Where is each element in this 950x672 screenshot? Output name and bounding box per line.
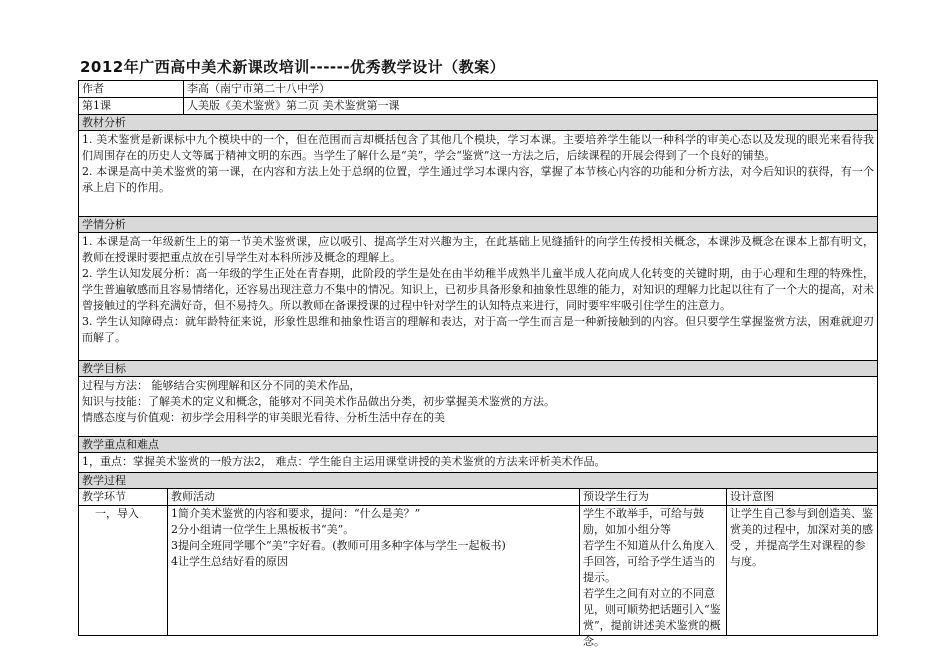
goal-knowledge: 知识与技能：了解美术的定义和概念，能够对不同美术作品做出分类，初步掌握美术鉴赏的方法。 xyxy=(82,395,555,408)
lesson-value: 人美版《美术鉴赏》第二页 美术鉴赏第一课 xyxy=(183,98,403,114)
process-column-headers xyxy=(79,488,877,505)
student-behavior xyxy=(579,506,726,648)
material-paragraph-2: 2. 本课是高中美术鉴赏的第一课，在内容和方法上处于总纲的位置，学生通过学习本课内容，掌握了本节核心内容的功能和分析方法，对今后知识的获得，有一个承上启下的作用。 xyxy=(82,165,874,194)
focus-line: 1，重点：掌握美术鉴赏的一般方法2， 难点：学生能自主运用课堂讲授的美术鉴赏的方法来评析美术作品。 xyxy=(82,455,606,468)
student-behavior-item: 若学生之间有对立的不同意见，则可顺势把话题引入“鉴赏”，提前讲述美术鉴赏的概念。 xyxy=(583,587,721,648)
teacher-step: 4让学生总结好看的原因 xyxy=(171,555,288,568)
student-behavior-item: 学生不敢举手，可给与鼓励，如加小组分等 xyxy=(583,507,704,536)
page-title: 2012年广西高中美术新课改培训------优秀教学设计（教案） xyxy=(80,58,506,76)
material-paragraph-1: 1. 美术鉴赏是新课标中九个模块中的一个，但在范围而言却概括包含了其他几个模块，学习本课。主要培养学生能以一种科学的审美心态以及发现的眼光来看待我们周围存在的历史人文等属于精神文明的东西。当学生了解什么是“美”，学会“鉴赏”这一方法之后，后续课程的开展会得到了一个良好的铺垫。 xyxy=(82,133,874,162)
goal-process: 过程与方法： 能够结合实例理解和区分不同的美术作品， xyxy=(82,379,361,392)
process-row-intro xyxy=(79,505,877,648)
students-section xyxy=(79,232,877,360)
author-value: 李高（南宁市第二十八中学） xyxy=(183,81,333,97)
lesson-row xyxy=(79,97,877,114)
author-label: 作者 xyxy=(82,82,104,95)
focus-heading: 教学重点和难点 xyxy=(79,436,877,452)
stage-label: 一，导入 xyxy=(95,507,139,520)
teacher-step: 1简介美术鉴赏的内容和要求，提问：“什么是美？” xyxy=(171,507,421,520)
teacher-step: 2分小组请一位学生上黑板板书“美”。 xyxy=(171,523,355,536)
students-paragraph-1: 1. 本课是高一年级新生上的第一节美术鉴赏课，应以吸引、提高学生对兴趣为主，在此基础上见缝插针的向学生传授相关概念，本课涉及概念在课本上都有明文，教师在授课时要把重点放在引导学生对本科所涉及概念的理解上。 xyxy=(82,235,874,264)
design-intent: 让学生自己参与到创造美、鉴赏美的过程中，加深对美的感受 ，并提高学生对课程的参与度。 xyxy=(726,506,877,635)
students-paragraph-2: 2. 学生认知发展分析：高一年级的学生正处在青春期，此阶段的学生是处在由半幼稚半成熟半儿童半成人花向成人化转变的关键时期，由于心理和生理的特殊性，学生普遍敏感而且容易情绪化，还容易出现注意力不集中的情况。知识上，已初步具备形象和抽象性思维的能力，对知识的理解力比起以往有了一个大的提高，对未曾接触过的学科充满好奇，但不易持久。所以教师在备课授课的过程中针对学生的认知特点来进行，同时要牢牢吸引住学生的注意力。 xyxy=(82,267,874,312)
lesson-label: 第1课 xyxy=(82,99,111,112)
material-section xyxy=(79,130,877,216)
focus-section xyxy=(79,452,877,472)
column-teacher: 教师活动 xyxy=(167,489,579,505)
teacher-activities xyxy=(167,506,579,635)
goals-heading: 教学目标 xyxy=(79,360,877,376)
process-heading: 教学过程 xyxy=(79,472,877,488)
author-row xyxy=(79,81,877,97)
column-stage: 教学环节 xyxy=(82,490,126,503)
column-intent: 设计意图 xyxy=(726,489,877,505)
student-behavior-item: 若学生不知道从什么角度入手回答，可给予学生适当的提示。 xyxy=(583,539,715,584)
column-student: 预设学生行为 xyxy=(579,489,726,505)
students-paragraph-3: 3. 学生认知障碍点：就年龄特征来说，形象性思维和抽象性语言的理解和表达，对于高一学生而言是一种新接触到的内容。但只要学生掌握鉴赏方法，困难就迎刃而解了。 xyxy=(82,315,874,344)
goals-section xyxy=(79,376,877,436)
goal-attitude: 情感态度与价值观：初步学会用科学的审美眼光看待、分析生活中存在的美 xyxy=(82,411,445,424)
lesson-plan-table xyxy=(78,80,878,648)
material-heading: 教材分析 xyxy=(79,114,877,130)
teacher-step: 3提问全班同学哪个“美”字好看。(教师可用多种字体与学生一起板书) xyxy=(171,539,506,552)
students-heading: 学情分析 xyxy=(79,216,877,232)
